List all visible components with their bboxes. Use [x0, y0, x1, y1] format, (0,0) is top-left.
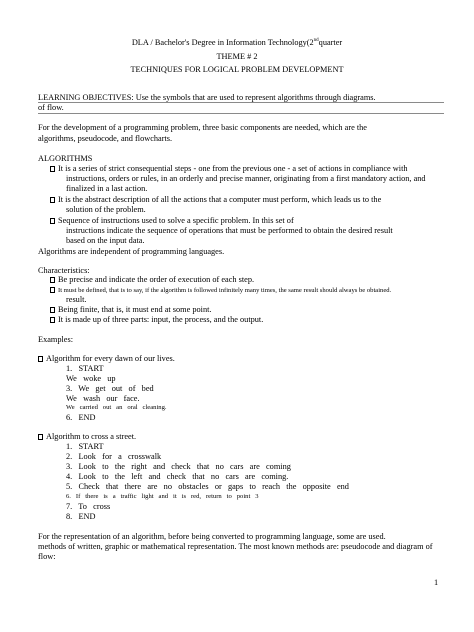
- bullet-1-line-3: finalized in a last action.: [66, 184, 148, 193]
- characteristic-1: [50, 276, 254, 284]
- ex1-step: 1. START: [66, 364, 104, 373]
- objectives-line-1: LEARNING OBJECTIVES: Use the symbols that are used to represent algorithms through diagrams.: [38, 93, 376, 102]
- objectives-rule-2: [38, 113, 444, 114]
- bullet-2-line-2: solution of the problem.: [66, 205, 146, 214]
- ex1-step: 3. We get out of bed: [66, 384, 154, 393]
- intro-line-1: For the development of a programming problem, three basic components are needed, which are the: [38, 123, 367, 132]
- bullet-box-icon: [50, 197, 55, 203]
- ex1-step: We wash our face.: [66, 394, 140, 403]
- bullet-1-line-2: instructions, orders or rules, in an orderly and precise manner, originating from a first mandatory action, and: [66, 174, 426, 183]
- closing-line-2: methods of written, graphic or mathematical representation. The most known methods are: pseudocode and diagram of: [38, 542, 433, 551]
- ex2-step: 1. START: [66, 442, 104, 451]
- bullet-1-line-1: It is a series of strict consequential steps - one from the previous one - a set of actions in compliance with: [58, 164, 408, 173]
- bullet-box-icon: [50, 277, 55, 283]
- objectives-line-2: of flow.: [38, 103, 64, 112]
- characteristic-1-text: Be precise and indicate the order of execution of each step.: [58, 275, 255, 284]
- example-2-title-text: Algorithm to cross a street.: [46, 432, 137, 441]
- ex2-step: 6. If there is a traffic light and it is red, return to point 3: [66, 493, 259, 500]
- characteristic-2-continued: result.: [66, 295, 87, 304]
- course-superscript: nd: [313, 38, 319, 43]
- ex2-step: 5. Check that there are no obstacles or gaps to reach the opposite end: [66, 482, 349, 491]
- algorithm-bullet-3: [50, 217, 294, 225]
- ex1-step: 6. END: [66, 413, 96, 422]
- characteristic-3: [50, 306, 211, 314]
- characteristic-4-text: It is made up of three parts: input, the process, and the output.: [58, 315, 264, 324]
- bullet-box-icon: [38, 356, 43, 362]
- example-2-title: [38, 433, 136, 441]
- intro-line-2: algorithms, pseudocode, and flowcharts.: [38, 134, 173, 143]
- characteristic-4: [50, 316, 263, 324]
- course-text: DLA / Bachelor's Degree in Information Technology(2: [131, 37, 314, 47]
- bullet-3-line-2: instructions indicate the sequence of operations that must be performed to obtain the desired result: [66, 226, 393, 235]
- objectives-rule: [38, 102, 444, 103]
- characteristics-heading: Characteristics:: [38, 266, 90, 275]
- ex1-step: We carried out an oral cleaning.: [66, 404, 167, 411]
- ex1-step: We woke up: [66, 374, 116, 383]
- bullet-3-line-1: Sequence of instructions used to solve a specific problem. In this set of: [58, 216, 294, 225]
- closing-line-1: For the representation of an algorithm, before being converted to programming language, some are used.: [38, 532, 386, 541]
- course-header: [0, 38, 474, 47]
- course-quarter: quarter: [318, 37, 343, 47]
- characteristic-2: [50, 287, 391, 295]
- bullet-3-line-3: based on the input data.: [66, 236, 145, 245]
- bullet-box-icon: [50, 287, 55, 293]
- ex2-step: 8. END: [66, 512, 96, 521]
- example-1-title-text: Algorithm for every dawn of our lives.: [46, 354, 175, 363]
- ex2-step: 3. Look to the right and check that no cars are coming: [66, 462, 291, 471]
- bullet-box-icon: [50, 218, 55, 224]
- bullet-box-icon: [38, 434, 43, 440]
- ex2-step: 2. Look for a crosswalk: [66, 452, 162, 461]
- bullet-2-line-1: It is the abstract description of all the actions that a computer must perform, which leads us to the: [58, 195, 382, 204]
- bullet-box-icon: [50, 166, 55, 172]
- theme-number: THEME # 2: [216, 52, 258, 61]
- ex2-step: 4. Look to the left and check that no cars are coming.: [66, 472, 289, 481]
- characteristic-2-text: It must be defined, that is to say, if the algorithm is followed infinitely many times, the same result should always be obtained.: [58, 287, 392, 294]
- bullet-box-icon: [50, 317, 55, 323]
- algorithm-bullet-1: [50, 165, 408, 173]
- page-number: 1: [434, 578, 439, 587]
- examples-heading: Examples:: [38, 335, 74, 344]
- ex2-step: 7. To cross: [66, 502, 111, 511]
- page-title: TECHNIQUES FOR LOGICAL PROBLEM DEVELOPMENT: [130, 65, 344, 74]
- algorithms-independent: Algorithms are independent of programming languages.: [38, 247, 225, 256]
- example-1-title: [38, 355, 175, 363]
- bullet-box-icon: [50, 307, 55, 313]
- algorithms-heading: ALGORITHMS: [38, 154, 93, 163]
- characteristic-3-text: Being finite, that is, it must end at some point.: [58, 305, 212, 314]
- algorithm-bullet-2: [50, 196, 381, 204]
- closing-line-3: flow:: [38, 552, 56, 561]
